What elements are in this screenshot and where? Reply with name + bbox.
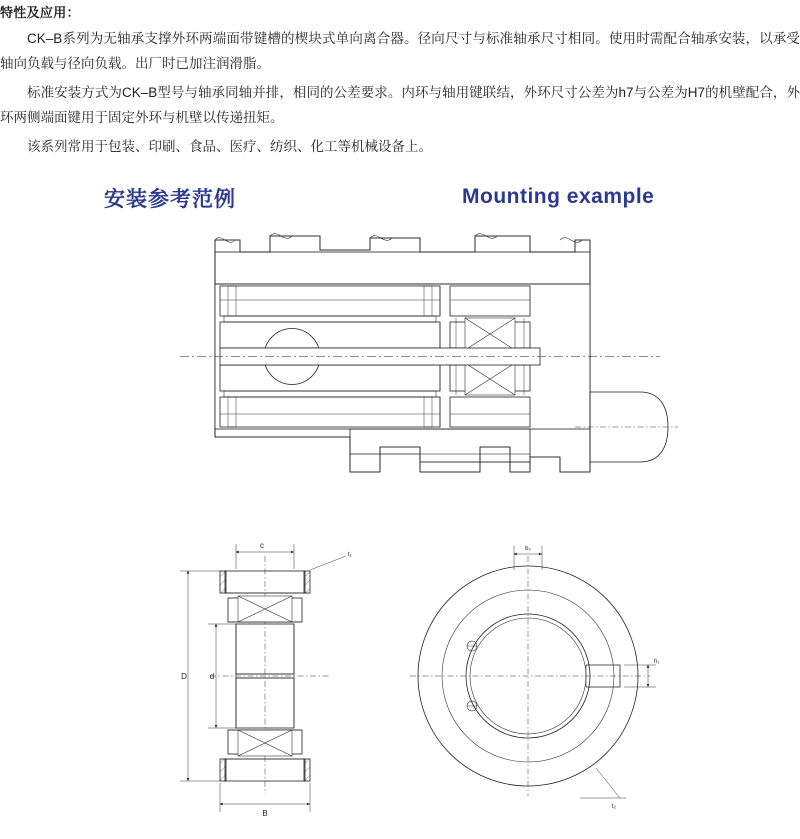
figure-title-en: Mounting example (462, 185, 655, 208)
mounting-example-assembly-drawing (120, 222, 680, 532)
figure-title-cn: 安装参考范例 (104, 188, 236, 211)
paragraph-2: 标准安装方式为CK–B型号与轴承同轴并排，相同的公差要求。内环与轴用键联结，外环尺寸公差为h7与公差为H7的机壁配合，外环两侧端面键用于固定外环与机壁以传递扭矩。 (0, 85, 800, 125)
clutch-dimension-drawing (150, 536, 680, 826)
paragraph-1: CK–B系列为无轴承支撑外环两端面带键槽的楔块式单向离合器。径向尺寸与标准轴承尺寸相同。使用时需配合轴承安装，以承受轴向负载与径向负载。出厂时已加注润滑脂。 (0, 31, 800, 71)
dim-label-t1: t₁ (348, 552, 352, 558)
paragraph-3: 该系列常用于包装、印刷、食品、医疗、纺织、化工等机械设备上。 (27, 139, 432, 154)
dim-label-B: B (262, 809, 268, 818)
dim-label-c: c (260, 541, 264, 550)
dim-label-t2: t₂ (612, 804, 616, 810)
dim-label-h1: h₁ (654, 659, 660, 665)
dim-label-d: d (209, 672, 215, 681)
body-text-block (0, 26, 800, 163)
section-heading: 特性及应用： (0, 5, 80, 20)
dim-label-b2: b₂ (525, 546, 531, 552)
dim-label-D: D (181, 672, 187, 681)
